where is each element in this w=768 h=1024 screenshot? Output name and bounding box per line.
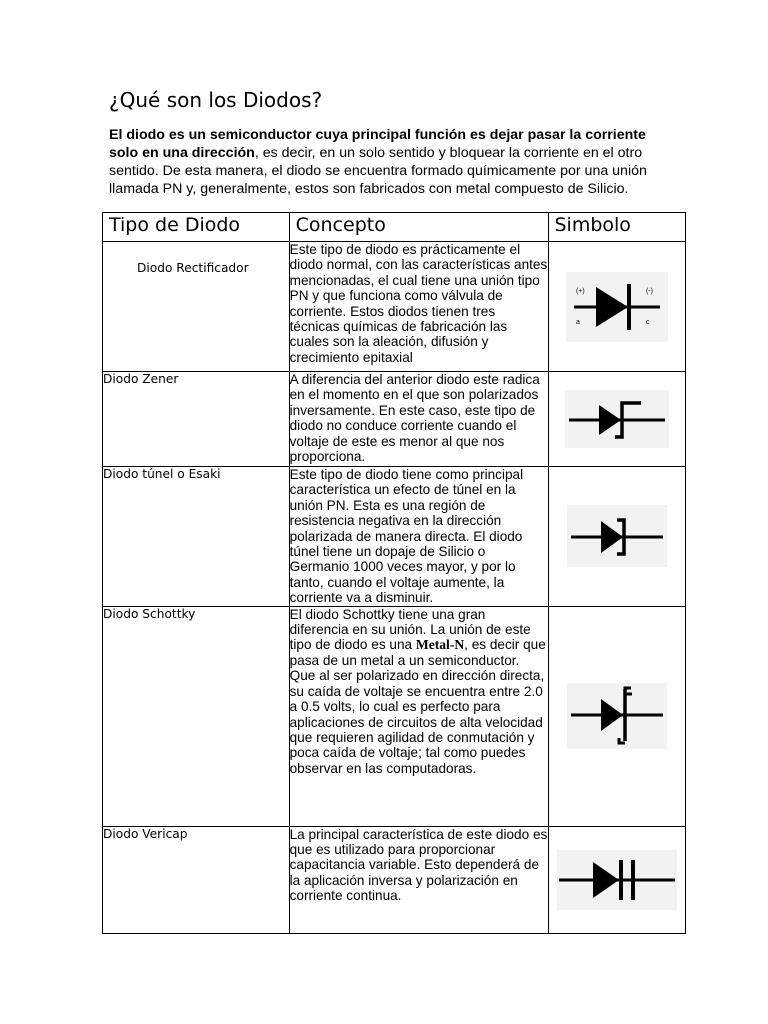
table-row <box>103 372 686 467</box>
schottky-text-b: , es decir que pasa de un metal a un semiconductor. Que al ser polarizado en dirección directa, su caída de voltaje se encuentra entre 2.0 a 0.5 volts, lo cual es perfecto para aplicaciones de circuitos de alta velocidad que requieren agilidad de conmutación y poca caída de voltaje; tal como puedes observar en las computadoras. <box>289 637 546 776</box>
diode-table <box>102 212 686 934</box>
diode-type-cell: Diodo Zener <box>103 372 290 467</box>
table-row <box>103 242 686 372</box>
diode-symbol-cell <box>548 606 686 826</box>
minus-label: (-) <box>645 287 653 295</box>
tunnel-diode-symbol <box>567 505 667 567</box>
header-concepto: Concepto <box>289 213 548 242</box>
header-simbolo: Simbolo <box>548 213 686 242</box>
diode-concept-cell: La principal característica de este diodo es que es utilizado para proporcionar capacitancia variable. Esto dependerá de la aplicación inversa y polarización en corriente continua. <box>289 826 548 933</box>
diode-symbol-cell <box>548 372 686 467</box>
diode-concept-cell: Este tipo de diodo tiene como principal característica un efecto de túnel en la unión PN. Esta es una región de resistencia negativa en la dirección polarizada de manera directa. El diodo túnel tiene un dopaje de Silicio o Germanio 1000 veces mayor, y por lo tanto, cuando el voltaje aumente, la corriente va a disminuir. <box>289 467 548 607</box>
rectifier-diode-symbol <box>566 272 668 342</box>
plus-label: (+) <box>575 287 585 295</box>
diode-concept-cell: A diferencia del anterior diodo este radica en el momento en el que son polarizados inversamente. En este caso, este tipo de diodo no conduce corriente cuando el voltaje de este es menor al que nos proporciona. <box>289 372 548 467</box>
diode-symbol-cell <box>548 826 686 933</box>
diode-symbol-cell <box>548 242 686 372</box>
intro-paragraph <box>109 126 669 198</box>
intro-bold-text: El diodo es un semiconductor cuya principal función es dejar pasar la corriente solo en una dirección <box>109 127 646 161</box>
page-title: ¿Qué son los Diodos? <box>109 88 323 112</box>
diode-type-cell: Diodo túnel o Esaki <box>103 467 290 607</box>
diode-type-cell: Diodo Vericap <box>103 826 290 933</box>
diode-type-cell: Diodo Rectificador <box>103 242 290 372</box>
diode-type-cell: Diodo Schottky <box>103 606 290 826</box>
diode-concept-cell: Este tipo de diodo es prácticamente el diodo normal, con las características antes mencionadas, el cual tiene una unión tipo PN y que funciona como válvula de corriente. Estos diodos tienen tres técnicas químicas de fabricación las cuales son la aleación, difusión y crecimiento epitaxial <box>289 242 548 372</box>
header-tipo: Tipo de Diodo <box>103 213 290 242</box>
diode-concept-cell <box>289 606 548 826</box>
table-row <box>103 826 686 933</box>
varicap-diode-symbol <box>557 850 677 910</box>
table-row <box>103 606 686 826</box>
cathode-label: c <box>645 318 650 326</box>
diode-symbol-cell <box>548 467 686 607</box>
schottky-text-a: El diodo Schottky tiene una gran diferencia en su unión. La unión de este tipo de diodo es una <box>289 606 531 653</box>
schottky-bold-text: Metal-N <box>415 637 465 653</box>
table-row <box>103 467 686 607</box>
table-header-row <box>103 213 686 242</box>
anode-label: a <box>575 318 580 326</box>
intro-text: , es decir, en un solo sentido y bloquear la corriente en el otro sentido. De esta manera, el diodo se encuentra formado químicamente por una unión llamada PN y, generalmente, estos son fabricados con metal compuesto de Silicio. <box>109 145 647 197</box>
zener-diode-symbol <box>565 390 669 448</box>
schottky-diode-symbol <box>567 683 667 749</box>
